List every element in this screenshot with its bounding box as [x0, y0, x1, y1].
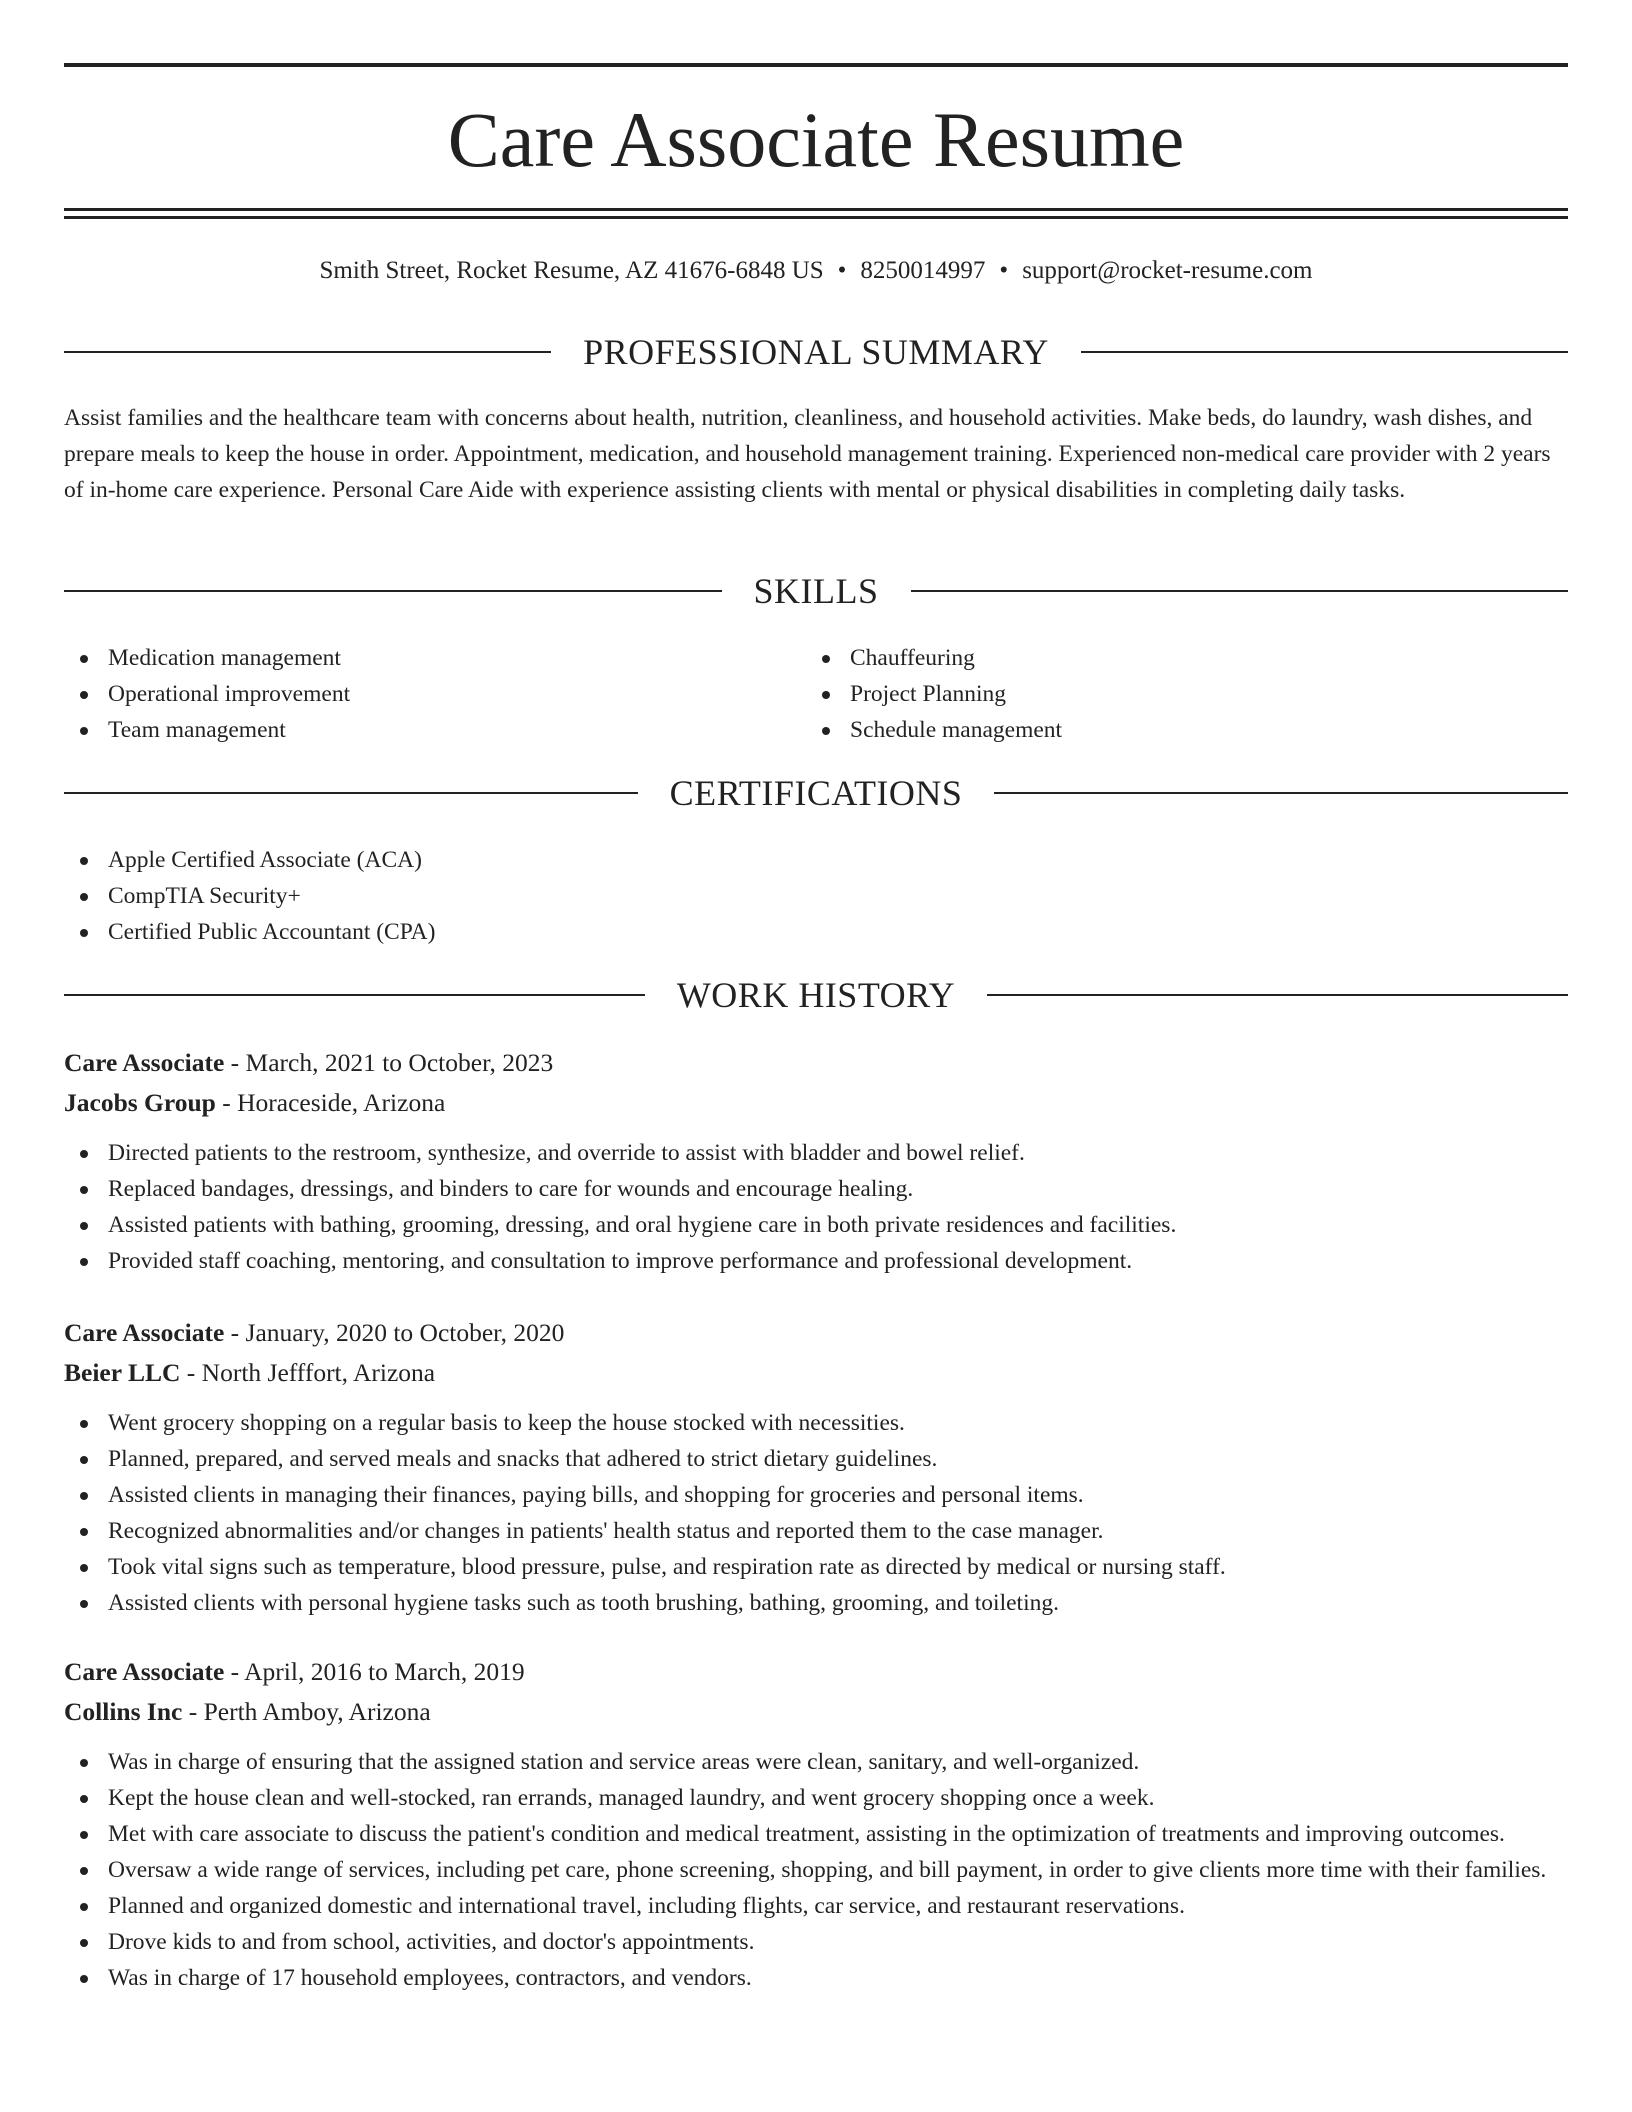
skills-list-right	[806, 640, 1546, 748]
job-bullet: Recognized abnormalities and/or changes in patients' health status and reported them to the case manager.	[64, 1513, 1568, 1549]
title-bottom-rule-secondary	[64, 216, 1568, 219]
heading-rule-right	[994, 792, 1568, 794]
job-company: Jacobs Group	[64, 1088, 216, 1117]
contact-separator: •	[999, 257, 1009, 284]
contact-phone: 8250014997	[860, 257, 986, 284]
job-bullet: Provided staff coaching, mentoring, and consultation to improve performance and professional development.	[64, 1243, 1568, 1279]
skill-item: Operational improvement	[64, 676, 804, 712]
heading-rule-left	[64, 792, 638, 794]
contact-address: Smith Street, Rocket Resume, AZ 41676-6848 US	[319, 257, 824, 284]
heading-rule-right	[911, 590, 1569, 592]
job-company-line: Jacobs Group - Horaceside, Arizona	[64, 1088, 446, 1117]
title-top-rule	[64, 63, 1568, 67]
job-bullet: Oversaw a wide range of services, including pet care, phone screening, shopping, and bill payment, in order to give clients more time with their families.	[64, 1852, 1568, 1888]
section-title: PROFESSIONAL SUMMARY	[583, 332, 1049, 372]
job-location: Horaceside, Arizona	[237, 1088, 446, 1117]
job-location: Perth Amboy, Arizona	[203, 1697, 431, 1726]
job-bullet: Directed patients to the restroom, synthesize, and override to assist with bladder and bowel relief.	[64, 1135, 1568, 1171]
section-heading-skills	[64, 569, 1568, 613]
skill-item: Medication management	[64, 640, 804, 676]
job-bullet: Assisted clients with personal hygiene tasks such as tooth brushing, bathing, grooming, and toileting.	[64, 1585, 1568, 1621]
job-company: Collins Inc	[64, 1697, 183, 1726]
section-title: SKILLS	[753, 571, 879, 611]
job-location: North Jefffort, Arizona	[201, 1358, 436, 1387]
contact-separator: •	[837, 257, 847, 284]
section-title: WORK HISTORY	[676, 975, 956, 1015]
job-company-line: Collins Inc - Perth Amboy, Arizona	[64, 1697, 431, 1726]
job-bullet: Drove kids to and from school, activities, and doctor's appointments.	[64, 1924, 1568, 1960]
job-title-line: Care Associate - April, 2016 to March, 2019	[64, 1657, 525, 1686]
certification-item: CompTIA Security+	[64, 878, 1568, 914]
heading-rule-right	[987, 994, 1568, 996]
skill-item: Chauffeuring	[806, 640, 1546, 676]
job-entry	[64, 1652, 1568, 1996]
job-bullet: Met with care associate to discuss the patient's condition and medical treatment, assisting in the optimization of treatments and improving outcomes.	[64, 1816, 1568, 1852]
job-bullet: Assisted clients in managing their finances, paying bills, and shopping for groceries and personal items.	[64, 1477, 1568, 1513]
heading-rule-right	[1081, 351, 1568, 353]
certifications-list	[64, 842, 1568, 950]
job-company-line: Beier LLC - North Jefffort, Arizona	[64, 1358, 436, 1387]
job-bullet: Took vital signs such as temperature, blood pressure, pulse, and respiration rate as directed by medical or nursing staff.	[64, 1549, 1568, 1585]
job-title-line: Care Associate - January, 2020 to October, 2020	[64, 1318, 565, 1347]
job-dates: March, 2021 to October, 2023	[245, 1048, 554, 1077]
job-entry	[64, 1043, 1568, 1279]
job-bullet: Planned, prepared, and served meals and snacks that adhered to strict dietary guidelines.	[64, 1441, 1568, 1477]
job-title: Care Associate	[64, 1318, 225, 1347]
skill-item: Schedule management	[806, 712, 1546, 748]
job-bullet: Planned and organized domestic and international travel, including flights, car service, and restaurant reservations.	[64, 1888, 1568, 1924]
certification-item: Certified Public Accountant (CPA)	[64, 914, 1568, 950]
skills-list-left	[64, 640, 804, 748]
job-entry	[64, 1313, 1568, 1621]
heading-rule-left	[64, 590, 722, 592]
job-bullet: Was in charge of 17 household employees, contractors, and vendors.	[64, 1960, 1568, 1996]
certification-item: Apple Certified Associate (ACA)	[64, 842, 1568, 878]
section-heading-work-history	[64, 973, 1568, 1017]
contact-line	[64, 254, 1568, 288]
section-title: CERTIFICATIONS	[669, 773, 963, 813]
job-bullet: Replaced bandages, dressings, and binders to care for wounds and encourage healing.	[64, 1171, 1568, 1207]
skill-item: Project Planning	[806, 676, 1546, 712]
job-bullets	[64, 1405, 1568, 1621]
job-company: Beier LLC	[64, 1358, 181, 1387]
skill-item: Team management	[64, 712, 804, 748]
job-bullet: Went grocery shopping on a regular basis to keep the house stocked with necessities.	[64, 1405, 1568, 1441]
job-bullets	[64, 1135, 1568, 1279]
job-bullet: Was in charge of ensuring that the assigned station and service areas were clean, sanitary, and well-organized.	[64, 1744, 1568, 1780]
job-bullet: Assisted patients with bathing, grooming, dressing, and oral hygiene care in both private residences and facilities.	[64, 1207, 1568, 1243]
job-title-line: Care Associate - March, 2021 to October, 2023	[64, 1048, 554, 1077]
summary-text: Assist families and the healthcare team with concerns about health, nutrition, cleanliness, and household activities. Make beds, do laundry, wash dishes, and prepare meals to keep the house in order. Appointment, medication, and household management training. Experienced non-medical care provider with 2 years of in-home care experience. Personal Care Aide with experience assisting clients with mental or physical disabilities in completing daily tasks.	[64, 405, 1551, 503]
heading-rule-left	[64, 351, 551, 353]
job-dates: April, 2016 to March, 2019	[244, 1657, 525, 1686]
contact-email: support@rocket-resume.com	[1022, 257, 1313, 284]
title-bottom-rule	[64, 208, 1568, 211]
job-title: Care Associate	[64, 1048, 225, 1077]
job-bullets	[64, 1744, 1568, 1996]
heading-rule-left	[64, 994, 645, 996]
section-heading-certifications	[64, 771, 1568, 815]
job-bullet: Kept the house clean and well-stocked, ran errands, managed laundry, and went grocery shopping once a week.	[64, 1780, 1568, 1816]
section-heading-summary	[64, 330, 1568, 374]
document-title: Care Associate Resume	[447, 96, 1185, 183]
job-dates: January, 2020 to October, 2020	[245, 1318, 565, 1347]
job-title: Care Associate	[64, 1657, 225, 1686]
